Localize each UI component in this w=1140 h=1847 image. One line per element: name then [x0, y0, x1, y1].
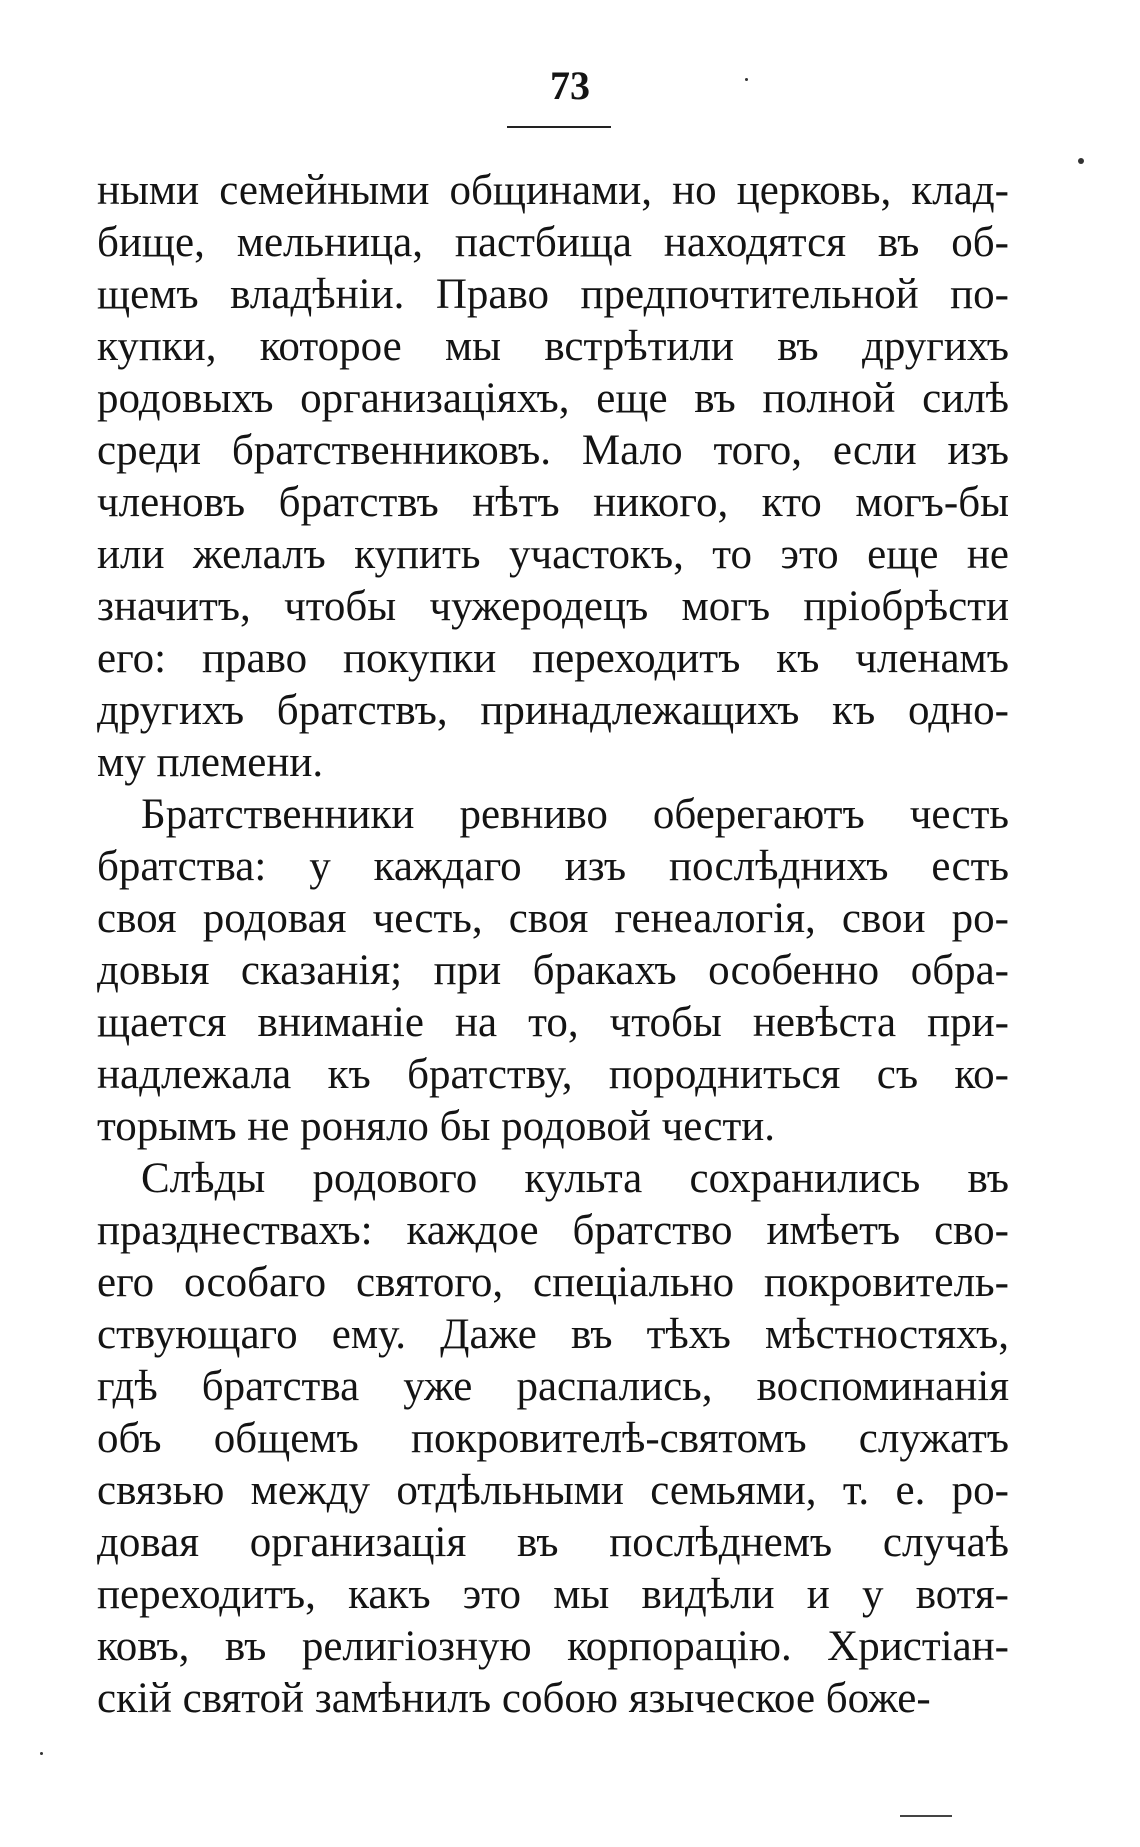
text-line: другихъ братствъ, принадлежащихъ къ одно-: [97, 687, 1009, 734]
text-line: своя родовая честь, своя генеалогiя, свои ро-: [97, 895, 1009, 942]
text-line: довая организацiя въ послѣднемъ случаѣ: [97, 1519, 1009, 1566]
paragraph: [97, 789, 1009, 1153]
footer-rule: [900, 1815, 952, 1817]
text-line: надлежала къ братству, породниться съ ко-: [97, 1051, 1009, 1098]
text-line: его особаго святого, спецiально покровитель-: [97, 1259, 1009, 1306]
print-speck: [40, 1752, 43, 1755]
text-line: значитъ, чтобы чужеродецъ могъ прiобрѣсти: [97, 583, 1009, 630]
text-line: му племени.: [97, 739, 324, 786]
text-line: торымъ не роняло бы родовой чести.: [97, 1103, 776, 1150]
print-speck: [745, 78, 748, 81]
text-line: довыя сказанiя; при бракахъ особенно обра-: [97, 947, 1009, 994]
text-line: братства: у каждаго изъ послѣднихъ есть: [97, 843, 1009, 890]
text-line: ными семейными общинами, но церковь, клад-: [97, 167, 1009, 214]
text-line: Слѣды родового культа сохранились въ: [141, 1155, 1009, 1202]
text-line: празднествахъ: каждое братство имѣетъ сво-: [97, 1207, 1009, 1254]
text-line: членовъ братствъ нѣтъ никого, кто могъ-бы: [97, 479, 1009, 526]
paragraph: [97, 165, 1009, 789]
text-line: бище, мельница, пастбища находятся въ об-: [97, 219, 1009, 266]
text-line: переходитъ, какъ это мы видѣли и у вотя-: [97, 1571, 1009, 1618]
text-line: гдѣ братства уже распались, воспоминанiя: [97, 1363, 1009, 1410]
text-line: ковъ, въ религiозную корпорацiю. Христiан-: [97, 1623, 1009, 1670]
text-line: его: право покупки переходитъ къ членамъ: [97, 635, 1009, 682]
text-line: среди братственниковъ. Мало того, если изъ: [97, 427, 1009, 474]
paragraph: [97, 1153, 1009, 1725]
text-line: или желалъ купить участокъ, то это еще не: [97, 531, 1009, 578]
text-line: родовыхъ организацiяхъ, еще въ полной силѣ: [97, 375, 1009, 422]
print-speck: [1078, 158, 1084, 164]
text-line: связью между отдѣльными семьями, т. е. ро-: [97, 1467, 1009, 1514]
page-number: 73: [550, 63, 590, 108]
text-line: щемъ владѣнiи. Право предпочтительной по-: [97, 271, 1009, 318]
text-line: ствующаго ему. Даже въ тѣхъ мѣстностяхъ,: [97, 1311, 1009, 1358]
text-line: купки, которое мы встрѣтили въ другихъ: [97, 323, 1009, 370]
text-line: объ общемъ покровителѣ-святомъ служатъ: [97, 1415, 1009, 1462]
header-rule: [507, 126, 611, 128]
text-line: Братственники ревниво оберегаютъ честь: [141, 791, 1009, 838]
body-text: [97, 165, 1009, 1725]
text-line: щается вниманiе на то, чтобы невѣста при-: [97, 999, 1009, 1046]
text-line: скiй святой замѣнилъ собою языческое боже-: [97, 1675, 931, 1722]
